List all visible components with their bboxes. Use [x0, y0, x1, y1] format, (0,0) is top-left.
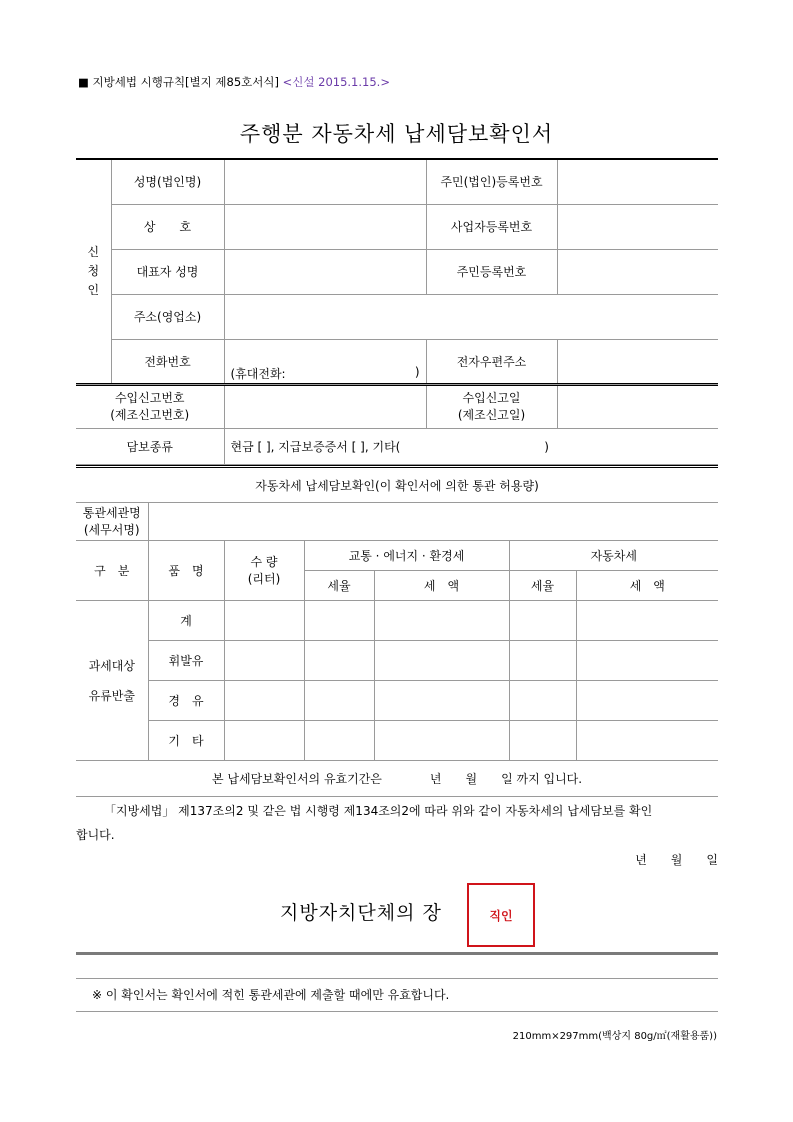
import-no-field[interactable]: [224, 385, 426, 429]
validity-note: ※ 이 확인서는 확인서에 적힌 통관세관에 제출할 때에만 유효합니다.: [76, 978, 718, 1012]
form-title: 주행분 자동차세 납세담보확인서: [239, 122, 554, 146]
table-row: [76, 721, 718, 761]
row-item: 휘발유: [148, 641, 224, 681]
import-date-field[interactable]: [557, 385, 718, 429]
name-label: 성명(법인명): [111, 159, 224, 204]
rep-name-field[interactable]: [224, 249, 426, 294]
official-seal: 직인: [467, 883, 535, 947]
import-no-label: 수입신고번호 (제조신고번호): [76, 385, 224, 429]
table-row: [76, 641, 718, 681]
mobile-label: (휴대전화:: [230, 366, 286, 381]
email-label: 전자우편주소: [426, 339, 557, 384]
phone-field[interactable]: (휴대전화: ): [224, 339, 426, 384]
trade-name-label: 상 호: [111, 204, 224, 249]
col-tes-rate: 세율: [304, 571, 374, 601]
reg-no-label: 주민(법인)등록번호: [426, 159, 557, 204]
import-date-label: 수입신고일 (제조신고일): [426, 385, 557, 429]
col-tes-amount: 세 액: [374, 571, 509, 601]
applicant-table: [76, 158, 718, 385]
rep-reg-field[interactable]: [557, 249, 718, 294]
guarantee-type-label: 담보종류: [76, 429, 224, 465]
paper-spec: 210mm×297mm(백상지 80g/㎡(재활용품)): [512, 1031, 717, 1042]
col-auto-rate: 세율: [509, 571, 576, 601]
col-auto-amount: 세 액: [576, 571, 718, 601]
divider: [76, 952, 718, 955]
row-item: 경 유: [148, 681, 224, 721]
confirmation-table: [76, 465, 718, 797]
email-field[interactable]: [557, 339, 718, 384]
biz-no-field[interactable]: [557, 204, 718, 249]
biz-no-label: 사업자등록번호: [426, 204, 557, 249]
applicant-section-label: 신 청 인: [76, 159, 111, 384]
address-label: 주소(영업소): [111, 294, 224, 339]
name-field[interactable]: [224, 159, 426, 204]
row-item: 기 타: [148, 721, 224, 761]
col-category: 구 분: [76, 541, 148, 601]
statement-line-1: 「지방세법」 제137조의2 및 같은 법 시행령 제134조의2에 따라 위와 같이 자동차세의 납세담보를 확인: [104, 804, 653, 818]
col-qty: 수 량 (리터): [224, 541, 304, 601]
table-row: [76, 681, 718, 721]
trade-name-field[interactable]: [224, 204, 426, 249]
authority-title: 지방자치단체의 장: [280, 902, 442, 924]
phone-label: 전화번호: [111, 339, 224, 384]
statement-date: 년 월 일: [635, 853, 718, 867]
import-table: [76, 383, 718, 465]
guarantee-type-field[interactable]: 현금 [ ], 지급보증증서 [ ], 기타( ): [224, 429, 718, 465]
revision-note: <신설 2015.1.15.>: [282, 75, 390, 89]
confirmation-heading: 자동차세 납세담보확인(이 확인서에 의한 통관 허용량): [76, 467, 718, 503]
table-row: [76, 601, 718, 641]
col-tes: 교통 · 에너지 · 환경세: [304, 541, 509, 571]
reg-no-field[interactable]: [557, 159, 718, 204]
statement-line-2: 합니다.: [76, 828, 115, 842]
law-reference: ■ 지방세법 시행규칙[별지 제85호서식]: [78, 75, 279, 89]
address-field[interactable]: [224, 294, 718, 339]
col-item: 품 명: [148, 541, 224, 601]
row-item: 계: [148, 601, 224, 641]
validity-statement: 본 납세담보확인서의 유효기간은 년 월 일 까지 입니다.: [76, 761, 718, 797]
customs-label: 통관세관명 (세무서명): [76, 503, 148, 541]
rep-name-label: 대표자 성명: [111, 249, 224, 294]
customs-field[interactable]: [148, 503, 718, 541]
rep-reg-label: 주민등록번호: [426, 249, 557, 294]
row-group-label: 과세대상 유류반출: [76, 601, 148, 761]
form-header: [78, 74, 390, 90]
col-auto-tax: 자동차세: [509, 541, 718, 571]
